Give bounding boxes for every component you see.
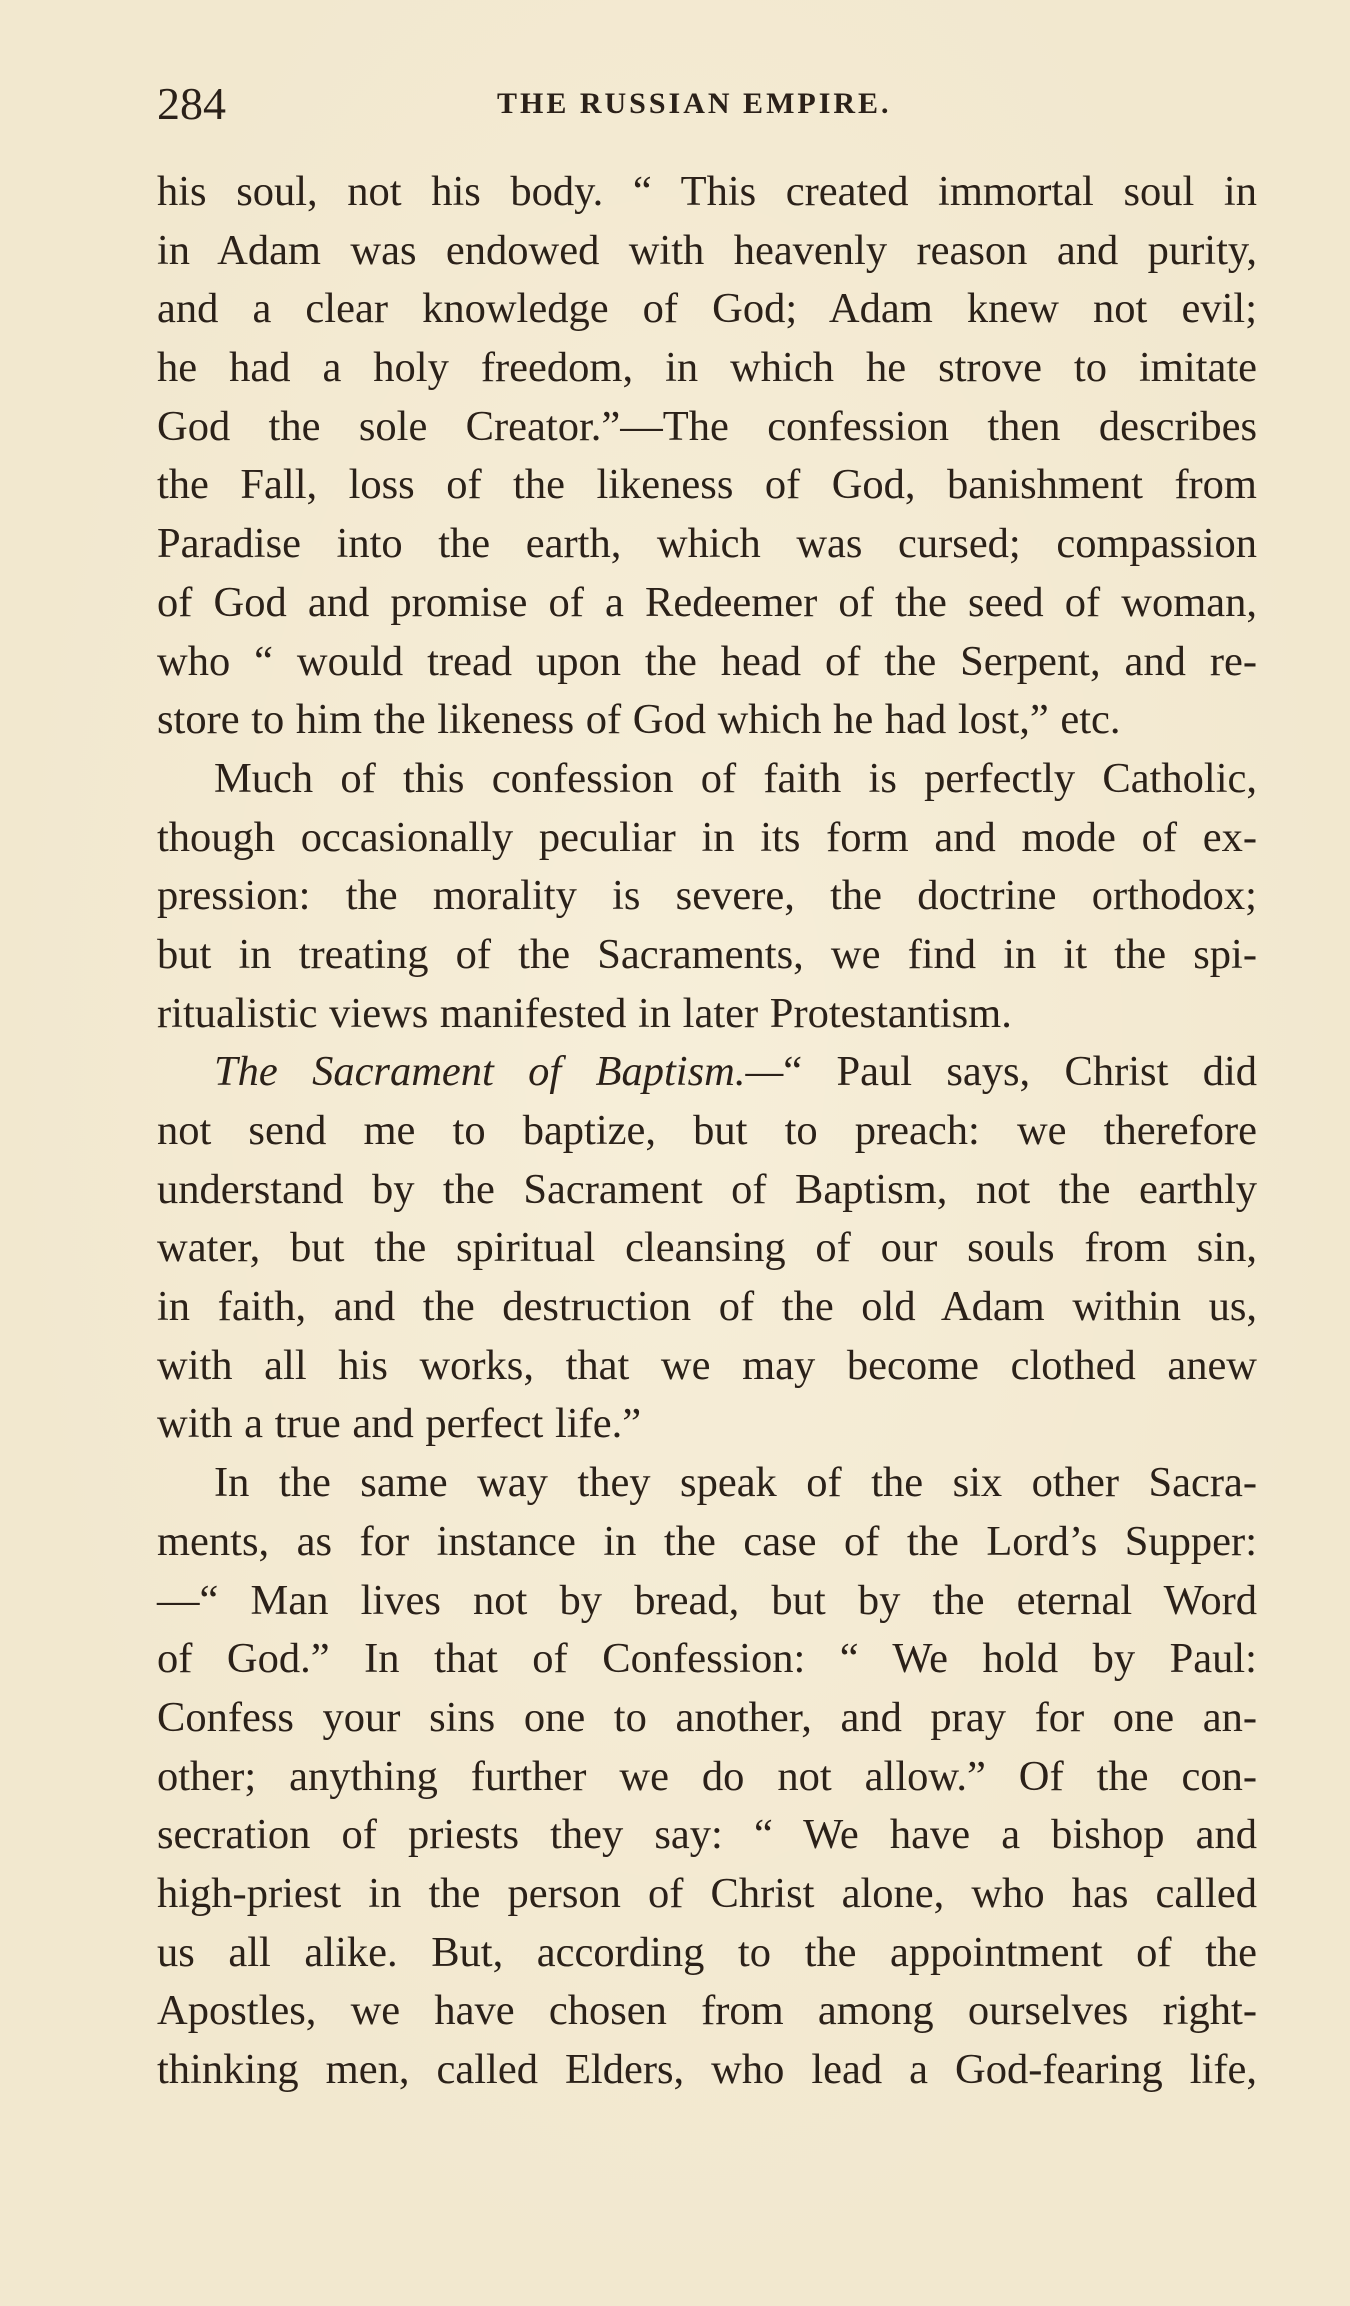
text-line: us all alike. But, according to the appointment of the (157, 1928, 1257, 1976)
text-line: of God.” In that of Confession: “ We hold by Paul: (157, 1635, 1257, 1683)
text-line: high-priest in the person of Christ alone, who has called (157, 1869, 1257, 1917)
text-line: thinking men, called Elders, who lead a God-fearing life, (157, 2046, 1257, 2093)
text-line: Apostles, we have chosen from among ourselves right- (157, 1987, 1257, 2035)
text-line: Confess your sins one to another, and pray for one an- (157, 1693, 1257, 1741)
text-line: though occasionally peculiar in its form and mode of ex- (157, 813, 1257, 861)
text-line: pression: the morality is severe, the doctrine orthodox; (157, 872, 1257, 920)
text-line: store to him the likeness of God which he had lost,” etc. (157, 696, 1121, 744)
running-head: THE RUSSIAN EMPIRE. (497, 87, 892, 120)
text-line: not send me to baptize, but to preach: we therefore (157, 1107, 1257, 1154)
text-line: secration of priests they say: “ We have a bishop and (157, 1811, 1257, 1859)
text-line: —“ Man lives not by bread, but by the eternal Word (157, 1576, 1257, 1624)
text-line: ritualistic views manifested in later Protestantism. (157, 989, 1012, 1037)
text-line: the Fall, loss of the likeness of God, banishment from (157, 461, 1257, 509)
text-line: in faith, and the destruction of the old Adam within us, (157, 1283, 1257, 1331)
text-line: who “ would tread upon the head of the Serpent, and re- (157, 637, 1257, 685)
text-line: with all his works, that we may become clothed anew (157, 1341, 1257, 1389)
text-line: of God and promise of a Redeemer of the seed of woman, (157, 578, 1257, 626)
text-line: but in treating of the Sacraments, we find in it the spi- (157, 930, 1257, 978)
text-line: In the same way they speak of the six other Sacra- (214, 1459, 1257, 1507)
text-line: he had a holy freedom, in which he strove to imitate (157, 344, 1257, 392)
text-line: his soul, not his body. “ This created immortal soul in (157, 168, 1257, 215)
text-line: God the sole Creator.”—The confession then describes (157, 402, 1257, 450)
text-line: Paradise into the earth, which was cursed; compassion (157, 520, 1257, 568)
text-line-continuation: “ Paul says, Christ did (783, 1048, 1258, 1096)
section-heading: The Sacrament of Baptism.— (214, 1048, 784, 1096)
text-line: in Adam was endowed with heavenly reason and purity, (157, 226, 1257, 274)
text-line: and a clear knowledge of God; Adam knew not evil; (157, 285, 1257, 333)
text-line: with a true and perfect life.” (157, 1400, 642, 1448)
text-line: water, but the spiritual cleansing of our souls from sin, (157, 1224, 1257, 1272)
text-line: understand by the Sacrament of Baptism, not the earthly (157, 1165, 1257, 1213)
text-line (157, 1043, 1257, 1102)
page-header (157, 74, 1257, 134)
text-line: Much of this confession of faith is perfectly Catholic, (214, 754, 1257, 802)
text-line: ments, as for instance in the case of the Lord’s Supper: (157, 1517, 1257, 1565)
page-number: 284 (157, 78, 226, 129)
text-line: other; anything further we do not allow.” Of the con- (157, 1752, 1257, 1800)
body-text (157, 163, 1257, 2100)
